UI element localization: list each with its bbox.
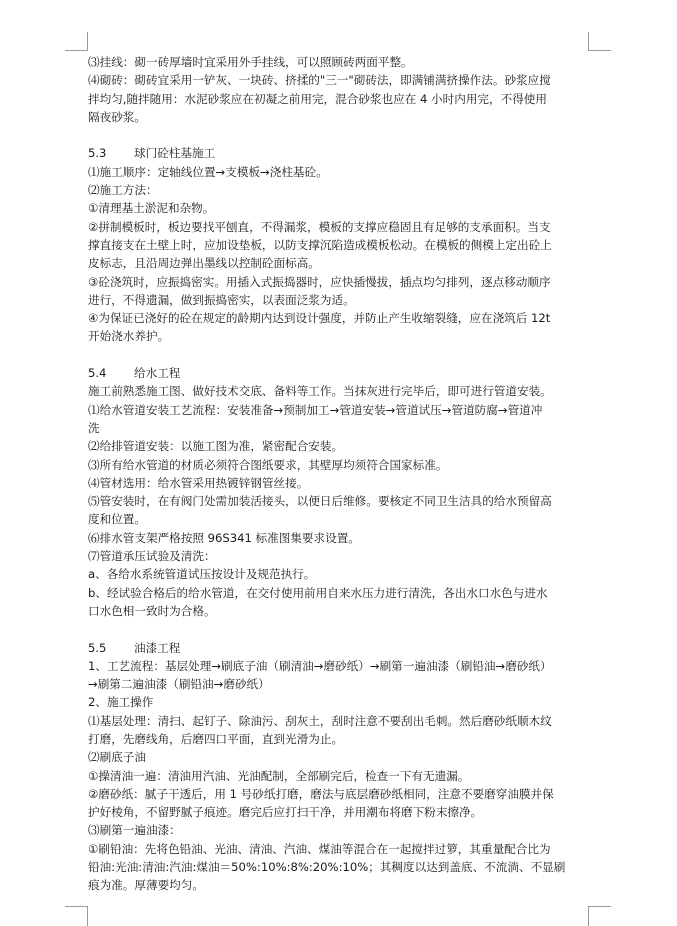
text-line: a、各给水系统管道试压按设计及规范执行。 [88, 567, 316, 582]
text-line: →刷第二遍油漆（刷铅油→磨砂纸） [88, 677, 270, 692]
text-line: ⑹排水管支架严格按照 96S341 标准图集要求设置。 [88, 530, 360, 545]
text-line: 1、工艺流程：基层处理→刷底子油（刷清油→磨砂纸）→刷第一遍油漆（刷铅油→磨砂纸） [88, 658, 552, 673]
margin-mark-bottom-left [65, 906, 88, 926]
text-line: ⑵施工方法： [88, 183, 158, 198]
text-line: ⑴施工顺序：定轴线位置→支模板→浇柱基砼。 [88, 164, 328, 179]
text-line: ⑵刷底子油 [88, 750, 146, 765]
text-line: 拌均匀,随拌随用：水泥砂浆应在初凝之前用完，混合砂浆也应在 4 小时内用完，不得使用 [88, 91, 547, 106]
text-line: ④为保证已浇好的砼在规定的龄期内达到设计强度，并防止产生收缩裂缝，应在浇筑后 12t [88, 311, 551, 326]
section-title: 球门砼柱基施工 [134, 146, 216, 161]
section-title: 油漆工程 [134, 640, 181, 655]
text-line: 进行，不得遗漏，做到振捣密实，以表面泛浆为适。 [88, 292, 355, 307]
blank-line [88, 620, 590, 638]
text-line: 隔夜砂浆。 [88, 109, 146, 124]
text-line: 皮标志，且沿周边弹出墨线以控制砼面标高。 [88, 256, 320, 271]
text-line: 铅油:光油:清油:汽油:煤油＝50%:10%:8%:20%:10%；其稠度以达到盖底、不流淌、不显刷 [88, 860, 566, 875]
text-line: 洗 [88, 420, 100, 435]
margin-mark-top-right [588, 32, 611, 51]
blank-line [88, 126, 590, 144]
text-line: ⑶刷第一遍油漆： [88, 823, 181, 838]
text-line: 口水色相一致时为合格。 [88, 603, 216, 618]
text-line: 护好棱角，不留野腻子痕迹。磨完后应打扫干净，并用潮布将磨下粉末擦净。 [88, 805, 483, 820]
text-line: 2、施工操作 [88, 695, 154, 710]
text-line: b、经试验合格后的给水管道，在交付使用前用自来水压力进行清洗，各出水口水色与进水 [88, 585, 548, 600]
text-line: 痕为准。厚薄要均匀。 [88, 878, 204, 893]
text-line: ③砼浇筑时，应振捣密实。用插入式振捣器时，应快插慢拔，插点均匀排列，逐点移动顺序 [88, 274, 551, 289]
text-line: 施工前熟悉施工图、做好技术交底、备料等工作。当抹灰进行完毕后，即可进行管道安装。 [88, 384, 552, 399]
text-line: ⑸管安装时，在有阀门处需加装活接头，以便日后维修。要核定不同卫生洁具的给水预留高 [88, 494, 552, 509]
section-number: 5.4 [88, 366, 107, 381]
text-line: ⑺管道承压试验及清洗： [88, 549, 216, 564]
section-heading [88, 639, 590, 657]
section-number: 5.5 [88, 640, 107, 655]
section-heading [88, 144, 590, 162]
text-line: ⑴基层处理：清扫、起钉子、除油污、刮灰土，刮时注意不要刮出毛刺。然后磨砂纸顺木纹 [88, 713, 552, 728]
text-line: 开始浇水养护。 [88, 329, 170, 344]
blank-line [88, 346, 590, 364]
text-line: ⑶挂线：砌一砖厚墙时宜采用外手挂线，可以照顾砖两面平整。 [88, 55, 413, 69]
text-line: ⑵给排管道安装：以施工图为准，紧密配合安装。 [88, 439, 344, 454]
text-line: ⑴给水管道安装工艺流程：安装准备→预制加工→管道安装→管道试压→管道防腐→管道冲 [88, 402, 543, 417]
text-line: ②磨砂纸：腻子干透后，用 1 号砂纸打磨，磨法与底层磨砂纸相同，注意不要磨穿油膜并保 [88, 786, 554, 801]
text-line: 打磨，先磨线角，后磨四口平面，直到光滑为止。 [88, 731, 344, 746]
text-line: ①清理基土淤泥和杂物。 [88, 201, 215, 216]
section-number: 5.3 [88, 146, 107, 161]
document-body [88, 53, 590, 895]
text-line: ⑷管材选用：给水管采用热镀锌钢管丝接。 [88, 475, 309, 490]
margin-mark-bottom-right [588, 906, 611, 926]
text-line: 度和位置。 [88, 512, 146, 527]
section-title: 给水工程 [134, 366, 181, 381]
section-heading [88, 364, 590, 382]
text-line: ①刷铅油：先将色铅油、光油、清油、汽油、煤油等混合在一起搅拌过箩，其重量配合比为 [88, 841, 551, 856]
margin-mark-top-left [65, 32, 88, 51]
text-line: ⑶所有给水管道的材质必须符合图纸要求，其壁厚均须符合国家标准。 [88, 457, 448, 472]
text-line: ②拼制模板时，板边要找平刨直，不得漏浆，模板的支撑应稳固且有足够的支承面积。当支 [88, 219, 551, 234]
text-line: 撑直接支在土壁上时，应加设垫板，以防支撑沉陷造成模板松动。在模板的侧模上定出砼上 [88, 237, 552, 252]
text-line: ⑷砌砖：砌砖宜采用一铲灰、一块砖、挤揉的"三一"砌砖法，即满铺满挤操作法。砂浆应搅 [88, 73, 551, 88]
text-line: ①操清油一遍：清油用汽油、光油配制，全部刷完后，检查一下有无遗漏。 [88, 768, 470, 783]
